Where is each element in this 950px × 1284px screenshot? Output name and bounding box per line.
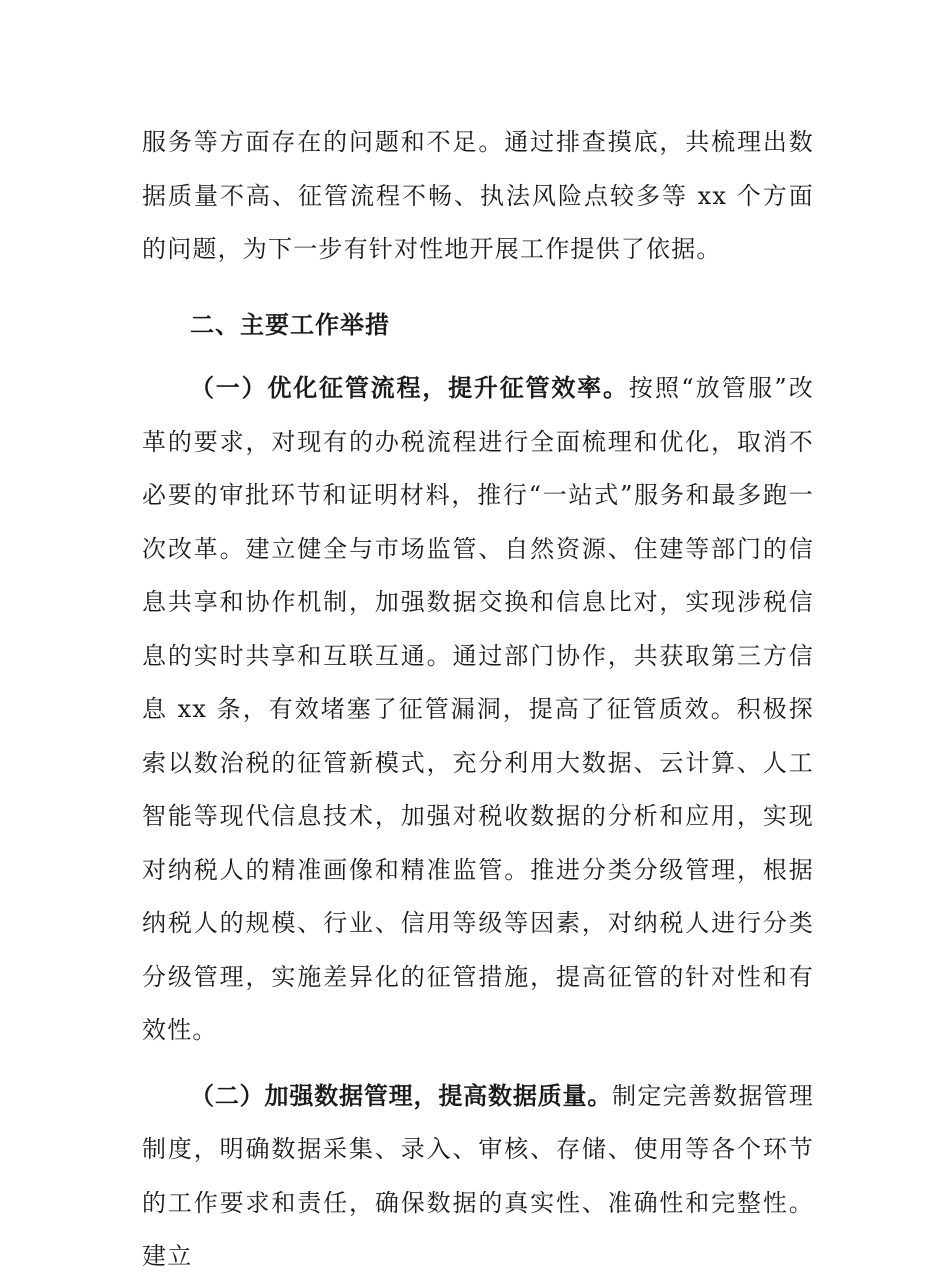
item-paragraph-2	[142, 1070, 814, 1284]
item-paragraph-1	[142, 362, 814, 1058]
item-body-2: 制定完善数据管理制度，明确数据采集、录入、审核、存储、使用等各个环节的工作要求和责任，确保数据的真实性、准确性和完整性。建立	[142, 1081, 814, 1270]
item-body-1: 按照“放管服”改革的要求，对现有的办税流程进行全面梳理和优化，取消不必要的审批环节和证明材料，推行“一站式”服务和最多跑一次改革。建立健全与市场监管、自然资源、住建等部门的信息共享和协作机制，加强数据交换和信息比对，实现涉税信息的实时共享和互联互通。通过部门协作，共获取第三方信息 xx 条，有效堵塞了征管漏洞，提高了征管质效。积极探索以数治税的征管新模式，充分利用大数据、云计算、人工智能等现代信息技术，加强对税收数据的分析和应用，实现对纳税人的精准画像和精准监管。推进分类分级管理，根据纳税人的规模、行业、信用等级等因素，对纳税人进行分类分级管理，实施差异化的征管措施，提高征管的针对性和有效性。	[142, 374, 814, 1044]
item-lead-1: （一）优化征管流程，提升征管效率。	[190, 374, 629, 402]
spacer	[142, 277, 814, 289]
item-lead-2: （二）加强数据管理，提高数据质量。	[190, 1081, 613, 1110]
spacer	[142, 1058, 814, 1070]
continuation-paragraph: 服务等方面存在的问题和不足。通过排查摸底，共梳理出数据质量不高、征管流程不畅、执法风险点较多等 xx 个方面的问题，为下一步有针对性地开展工作提供了依据。	[142, 128, 814, 263]
document-page	[142, 116, 814, 1284]
section-heading: 二、主要工作举措	[190, 310, 390, 339]
